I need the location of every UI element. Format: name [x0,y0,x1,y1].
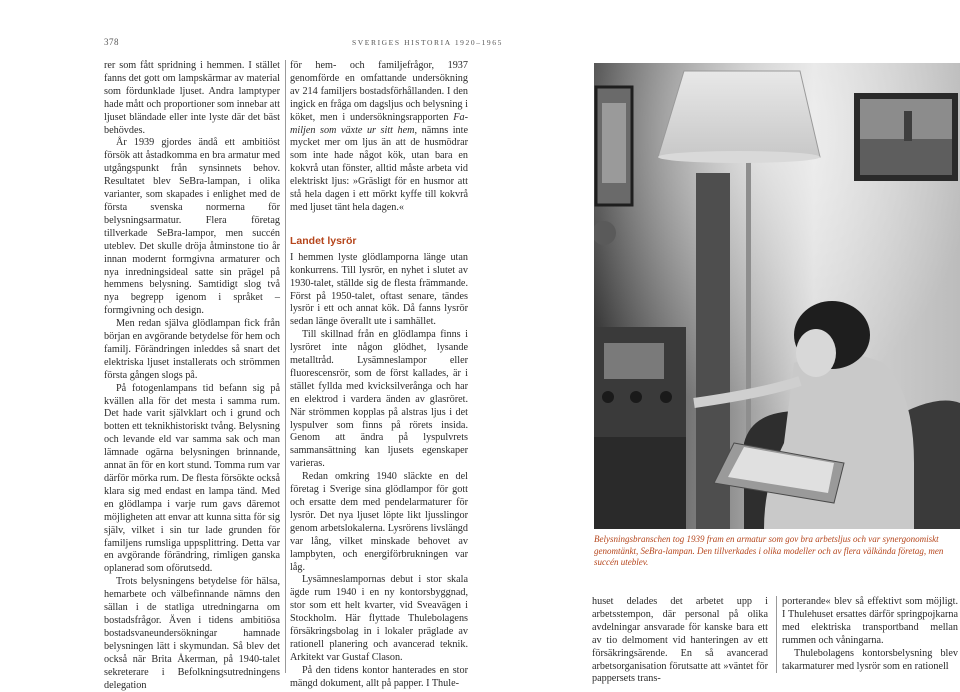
paragraph: I hemmen lyste glödlamporna länge utan konkurrens. Till lysrör, en nyhet i slutet av 1930-talet, ställde sig de flesta främmande. Först på 1950-talet, oftast senare, tändes lysrör i ett och annat kök. Då fanns lysrör sedan länge överallt ute i samhället. [290,251,468,328]
paragraph: På den tidens kontor hanterades en stor mängd dokument, allt på papper. I Thule- [290,664,468,689]
running-head: SVERIGES HISTORIA 1920–1965 [352,38,503,47]
page-number: 378 [104,37,119,47]
column-divider [285,60,286,673]
paragraph: Men redan själva glödlampan fick från början en avgörande betydelse för hem och familj. Förändringen inleddes så snart det elektriska ljuset installerats och strömmen första gången slogs på. [104,318,280,381]
paragraph: Thulebolagens kontorsbelysning blev takarmaturer med lysrör som en rationell [782,647,958,672]
paragraph: Till skillnad från en glödlampa finns i lysröret inte någon glödhet, lysande metalltråd. Lysämneslampor eller fluorescensrör, som de först kallades, är i stället fyllda med kvicksilverånga och har en elektrod i vardera änden av glasröret. När strömmen kopplas på alstras ljus i det lyspulver som finns på rörets insida. Genom att ändra på lyspulvrets sammansättning kan ljusets egenskaper varieras. [290,329,468,470]
paragraph: Lysämneslampornas debut i stor skala ägde rum 1940 i en ny kontorsbyggnad, stor som ett helt kvarter, vid Sveavägen i Stockholm. Här flyttade Thulebolagens försäkringsbolag in i lokaler präglade av rationell planering och avancerad teknik. Arkitekt var Gustaf Clason. [290,574,468,663]
paragraph: Trots belysningens betydelse för hälsa, hemarbete och välbefinnande nämns den sällan i de statliga utredningarna om bostadsfrågor. Även i tidens ambitiösa bostadsvaneundersökningar hamnade belysningen lätt i skymundan. Så blev det också när Brita Åkerman, på 1940-talet sekreterare i Befolkningsutredningens delegation [104,576,280,691]
text-column-2 [290,60,468,691]
text-column-1 [104,60,280,692]
photo-caption: Belysningsbranschen tog 1939 fram en armatur som gov bra arbetsljus och var synergonomiskt genomtänkt, SeBra-lampan. Den tillverkades i olika modeller och av flera välkända företag, men succén uteblev. [594,534,944,567]
photo-woman-reading-under-lamp [594,63,960,529]
column-divider [776,596,777,673]
paragraph: År 1939 gjordes ändå ett ambitiöst försök att åstadkomma en bra armatur med utgångspunkt från synsinnets behov. Resultatet blev SeBra-lampan, i olika varianter, som skapades i enlighet med de första svenska normerna för belysningsarmatur. Flera företag tillverkade SeBra-lampor, men succén uteblev. Det skulle dröja åtminstone tio år innan modernt formgivna armaturer och nya inredningsideal satte sin prägel på hemmens belysning. Samtidigt slog två nya begrepp igenom i språket – formgivning och design. [104,137,280,317]
paragraph: rer som fått spridning i hemmen. I stället fanns det gott om lampskärmar av material som fördunklade ljuset. Andra lamptyper hade mått och proportioner som innebar att ljuset bländade eller inte lyste där det bäst behövdes. [104,60,280,136]
report-title: Fa-miljen som växte ur sitt hem [290,111,469,136]
section-heading: Landet lysrör [290,234,357,247]
paragraph: På fotogenlampans tid befann sig på kvällen alla för det mesta i samma rum. Det hade varit självklart och i grund och botten ett teknikhistoriskt tvång. Belysning och levande eld var samma sak och man lämnade ogärna belysningen brinnande, annat än för en kort stund. Tomma rum var därför mörka rum. De flesta försökte också klara sig med endast en lampa tänd. Med en glödlampa i varje rum gavs däremot möjligheten att envar att kunna sitta för sig själv, vilket i sin tur lade grunden för familjens rumsliga uppsplittring. Detta var en avgörande förändring, rimligen ganska oplanerad som oförutsedd. [104,382,280,575]
text-column-4 [782,596,958,673]
paragraph: Redan omkring 1940 släckte en del företag i Sverige sina glödlampor för gott och ersatte dem med pendelarmaturer för lysrör. Det nya ljuset löpte likt ljusslingor genom arbetslokalerna. Lysrörens livslängd var lång, vilket minskade behovet av lampbyten, och energiförbrukningen var låg. [290,471,468,573]
paragraph: huset delades det arbetet upp i arbetsstempon, där personal på olika avdelningar ansvarade för kanske bara ett av tio delmoment vid hanteringen av ett försäkringsärende. En så avancerad arbetsorganisation förutsatte att »väntet för pappersets trans- [592,596,768,685]
paragraph: för hem- och familjefrågor, 1937 genomförde en omfattande undersökning av 214 familjers bostadsförhållanden. I den ingick en fråga om dagsljus och belysning i köket, men i undersökningsrapporten Fa-miljen som växte ur sitt hem, nämns inte mycket mer om ljus än att de husmödrar som inte hade något kök, utan bara en kokvrå utan fönster, alltid måste arbeta vid elektriskt ljus: »Gräsligt för en husmor att stå hela dagen i ett mörkt kyffe till kokvrå med ljuset tänt hela dagen.« [290,60,469,213]
paragraph: porterande« blev så effektivt som möjligt. I Thulehuset ersattes därför springpojkarna med elektriska transportband mellan rummen och våningarna. [782,596,958,646]
